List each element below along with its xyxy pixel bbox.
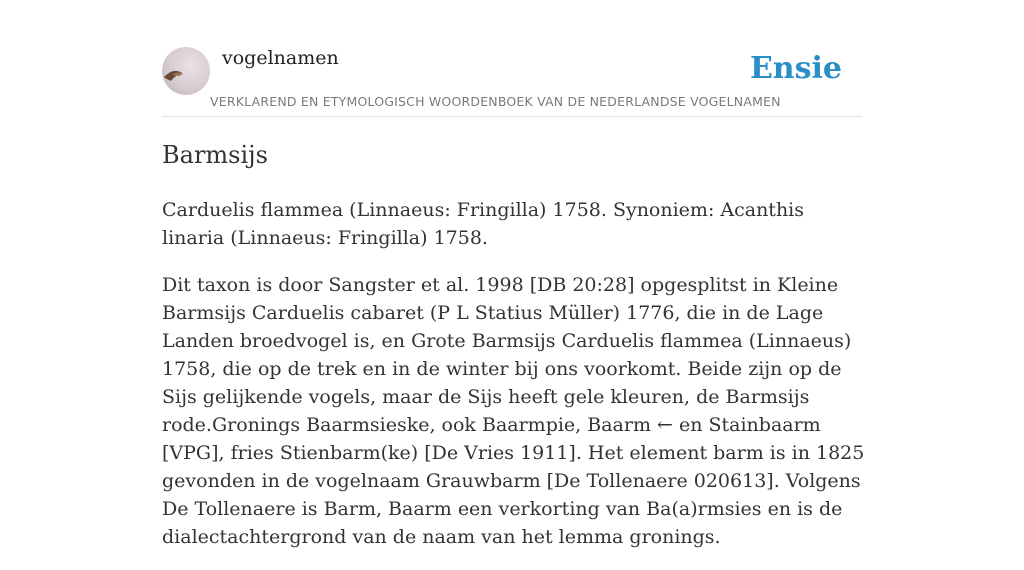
bird-avatar-icon[interactable] <box>162 47 210 95</box>
article-paragraph: Carduelis flammea (Linnaeus: Fringilla) 1758. Synoniem: Acanthis linaria (Linnaeus: Fringilla) 1758. <box>162 199 805 249</box>
site-name-link[interactable]: vogelnamen <box>222 47 339 69</box>
article-paragraph: Dit taxon is door Sangster et al. 1998 [DB 20:28] opgesplitst in Kleine Barmsijs Carduelis cabaret (P L Statius Müller) 1776, die in de Lage Landen broedvogel is, en Grote Barmsijs Carduelis flammea (Linnaeus) 1758, die op de trek en in de winter bij ons voorkomt. Beide zijn op de Sijs gelijkende vogels, maar de Sijs heeft gele kleuren, de Barmsijs rode.Gronings Baarmsieske, ook Baarmpie, Baarm ← en Stainbaarm [VPG], fries Stienbarm(ke) [De Vries 1911]. Het element barm is in 1825 gevonden in de vogelnaam Grauwbarm [De Tollenaere 020613]. Volgens De Tollenaere is Barm, Baarm een verkorting van Ba(a)rmsies en is de dialectachtergrond van de naam van het lemma gronings. <box>162 274 865 548</box>
site-header <box>162 47 862 117</box>
brand-logo-link[interactable]: Ensie <box>749 51 842 86</box>
article <box>162 136 866 570</box>
site-subtitle: VERKLAREND EN ETYMOLOGISCH WOORDENBOEK VAN DE NEDERLANDSE VOGELNAMEN <box>210 94 781 109</box>
bird-silhouette-icon <box>162 47 210 95</box>
article-title: Barmsijs <box>162 141 268 169</box>
